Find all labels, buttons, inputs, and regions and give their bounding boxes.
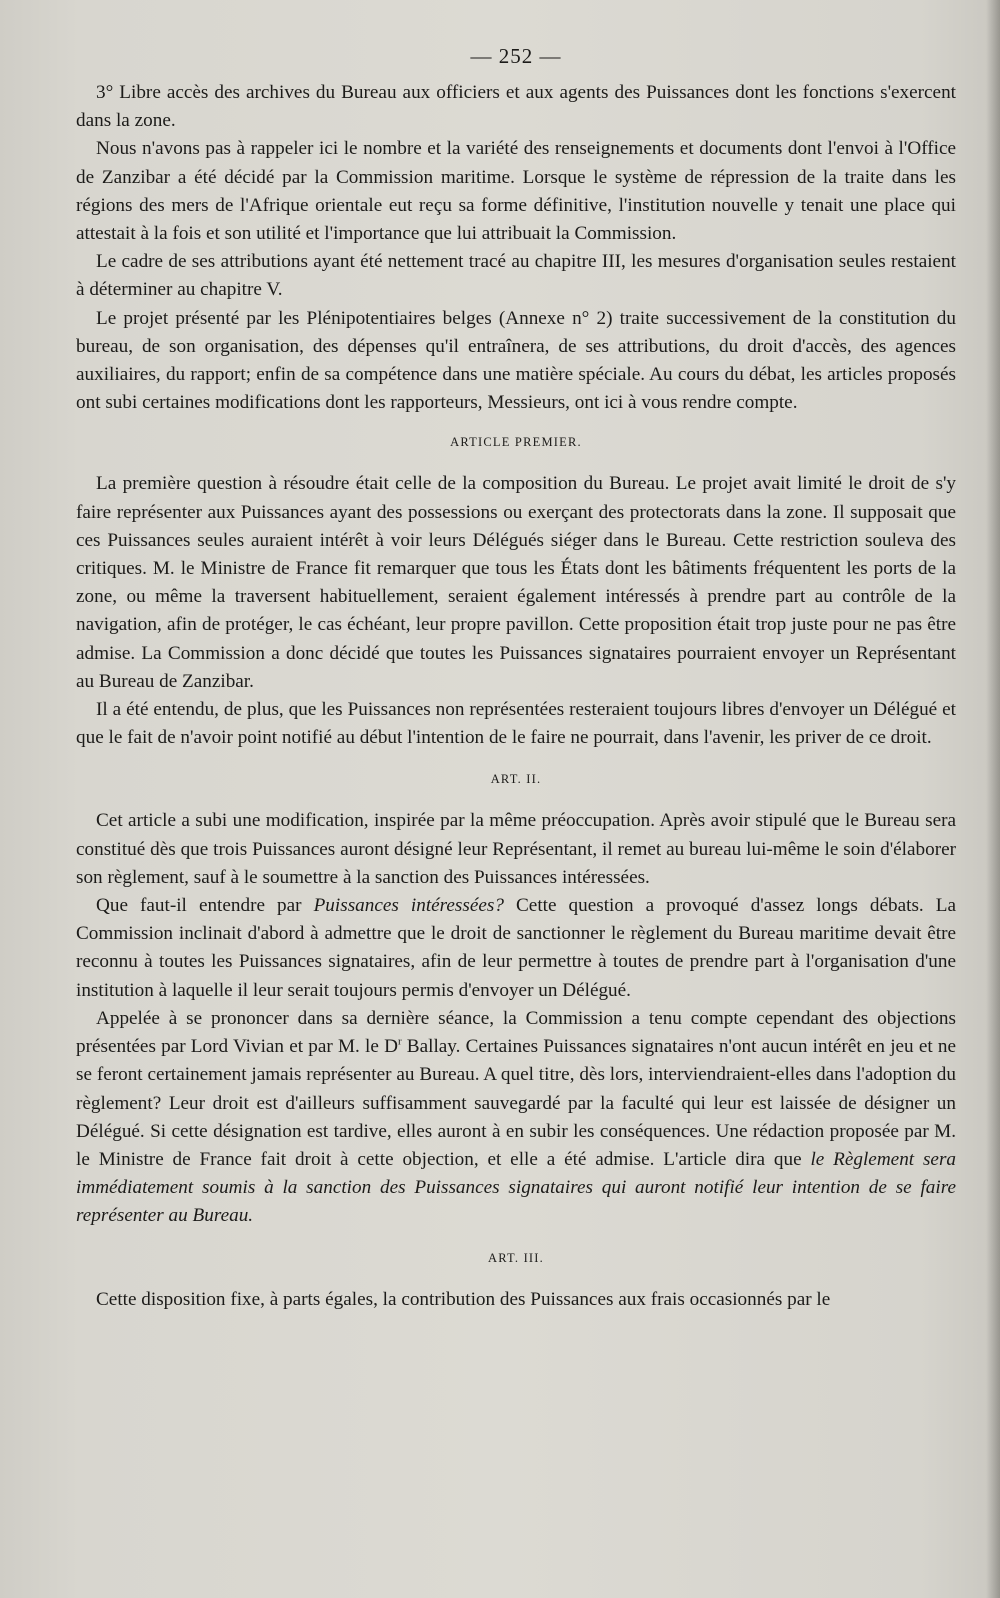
intro-paragraph-3: Le cadre de ses attributions ayant été nettement tracé au chapitre III, les mesures d'organisation seules restaient à déterminer au chapitre V. (76, 251, 956, 301)
article-1-heading: ARTICLE PREMIER. (450, 435, 582, 450)
article-3-paragraph-1: Cette disposition fixe, à parts égales, la contribution des Puissances aux frais occasionnés par le (96, 1288, 831, 1310)
article-2-p2-text-before: Que faut-il entendre par (96, 895, 314, 917)
intro-paragraph-1: 3° Libre accès des archives du Bureau aux officiers et aux agents des Puissances dont les fonctions s'exercent dans la zone. (76, 82, 956, 132)
article-2-paragraph-2 (76, 892, 956, 1005)
article-1-paragraph-2: Il a été entendu, de plus, que les Puissances non représentées resteraient toujours libres d'envoyer un Délégué et que le fait de n'avoir point notifié au début l'intention de le faire ne pourrait, dans l'avenir, les priver de ce droit. (76, 699, 956, 749)
page-content (76, 38, 956, 1314)
article-2-p3-text-mid: Ballay. Certaines Puissances signataires n'ont aucun intérêt en jeu et ne se feront certainement jamais représenter au Bureau. A quel titre, dès lors, interviendraient-elles dans l'adoption du règlement? Leur droit est d'ailleurs suffisamment sauvegardé par la faculté qui leur est laissée de désigner un Délégué. Si cette désignation est tardive, elles auront à en subir les conséquences. Une rédaction proposée par M. le Ministre de France fait droit à cette objection, et elle a été admise. L'article dira que (76, 1036, 956, 1170)
page-spine-shadow (986, 0, 1000, 1598)
article-2-paragraph-3 (76, 1005, 956, 1231)
article-3-heading: ART. III. (488, 1250, 544, 1265)
article-2-heading: ART. II. (490, 772, 542, 787)
article-2-paragraph-1: Cet article a subi une modification, inspirée par la même préoccupation. Après avoir stipulé que le Bureau sera constitué dès que trois Puissances auront désigné leur Représentant, il remet au bureau lui-même le soin d'élaborer son règlement, sauf à le soumettre à la sanction des Puissances intéressées. (76, 810, 956, 888)
page-number: — 252 — (470, 44, 562, 68)
article-2-p3-italic: le Règlement sera immédiatement soumis à la sanction des Puissances signataires qui auront notifié leur intention de se faire représenter au Bureau. (76, 1148, 957, 1227)
article-2-p3-text-before: Appelée à se prononcer dans sa dernière séance, la Commission a tenu compte cependant des objections présentées par Lord Vivian et par M. le D (76, 1007, 956, 1058)
article-1-paragraph-1: La première question à résoudre était celle de la composition du Bureau. Le projet avait limité le droit de s'y faire représenter aux Puissances ayant des possessions ou exerçant des protectorats dans la zone. Il supposait que ces Puissances seules auraient intérêt à voir leurs Délégués siéger dans le Bureau. Cette restriction souleva des critiques. M. le Ministre de France fit remarquer que tous les États dont les bâtiments fréquentent les ports de la zone, ou même la traversent habituellement, seraient également intéressés à prendre part au contrôle de la navigation, afin de protéger, le cas échéant, leur propre pavillon. Cette proposition était trop juste pour ne pas être admise. La Commission a donc décidé que toutes les Puissances signataires pourraient envoyer un Représentant au Bureau de Zanzibar. (76, 473, 956, 692)
intro-paragraph-4: Le projet présenté par les Plénipotentiaires belges (Annexe n° 2) traite successivement de la constitution du bureau, de son organisation, des dépenses qu'il entraînera, de ses attributions, du droit d'accès, des agences auxiliaires, du rapport; enfin de sa compétence dans une matière spéciale. Au cours du débat, les articles proposés ont subi certaines modifications dont les rapporteurs, Messieurs, ont ici à vous rendre compte. (76, 307, 956, 414)
article-2-p2-text-after: Cette question a provoqué d'assez longs débats. La Commission inclinait d'abord à admettre que le droit de sanctionner le règlement du Bureau maritime devait être reconnu à toutes les Puissances signataires, afin de leur permettre à toutes de prendre part à l'organisation d'une institution à laquelle il leur serait toujours permis d'envoyer un Délégué. (76, 895, 956, 1001)
article-2-p3-superscript: r (397, 1035, 402, 1048)
intro-paragraph-2: Nous n'avons pas à rappeler ici le nombre et la variété des renseignements et documents dont l'envoi à l'Office de Zanzibar a été décidé par la Commission maritime. Lorsque le système de répression de la traite dans les régions des mers de l'Afrique orientale eut reçu sa forme définitive, l'institution nouvelle y tenait une place qui attestait à la fois et son utilité et l'importance que lui attribuait la Commission. (76, 138, 956, 245)
article-2-p2-italic: Puissances intéressées? (313, 895, 504, 917)
